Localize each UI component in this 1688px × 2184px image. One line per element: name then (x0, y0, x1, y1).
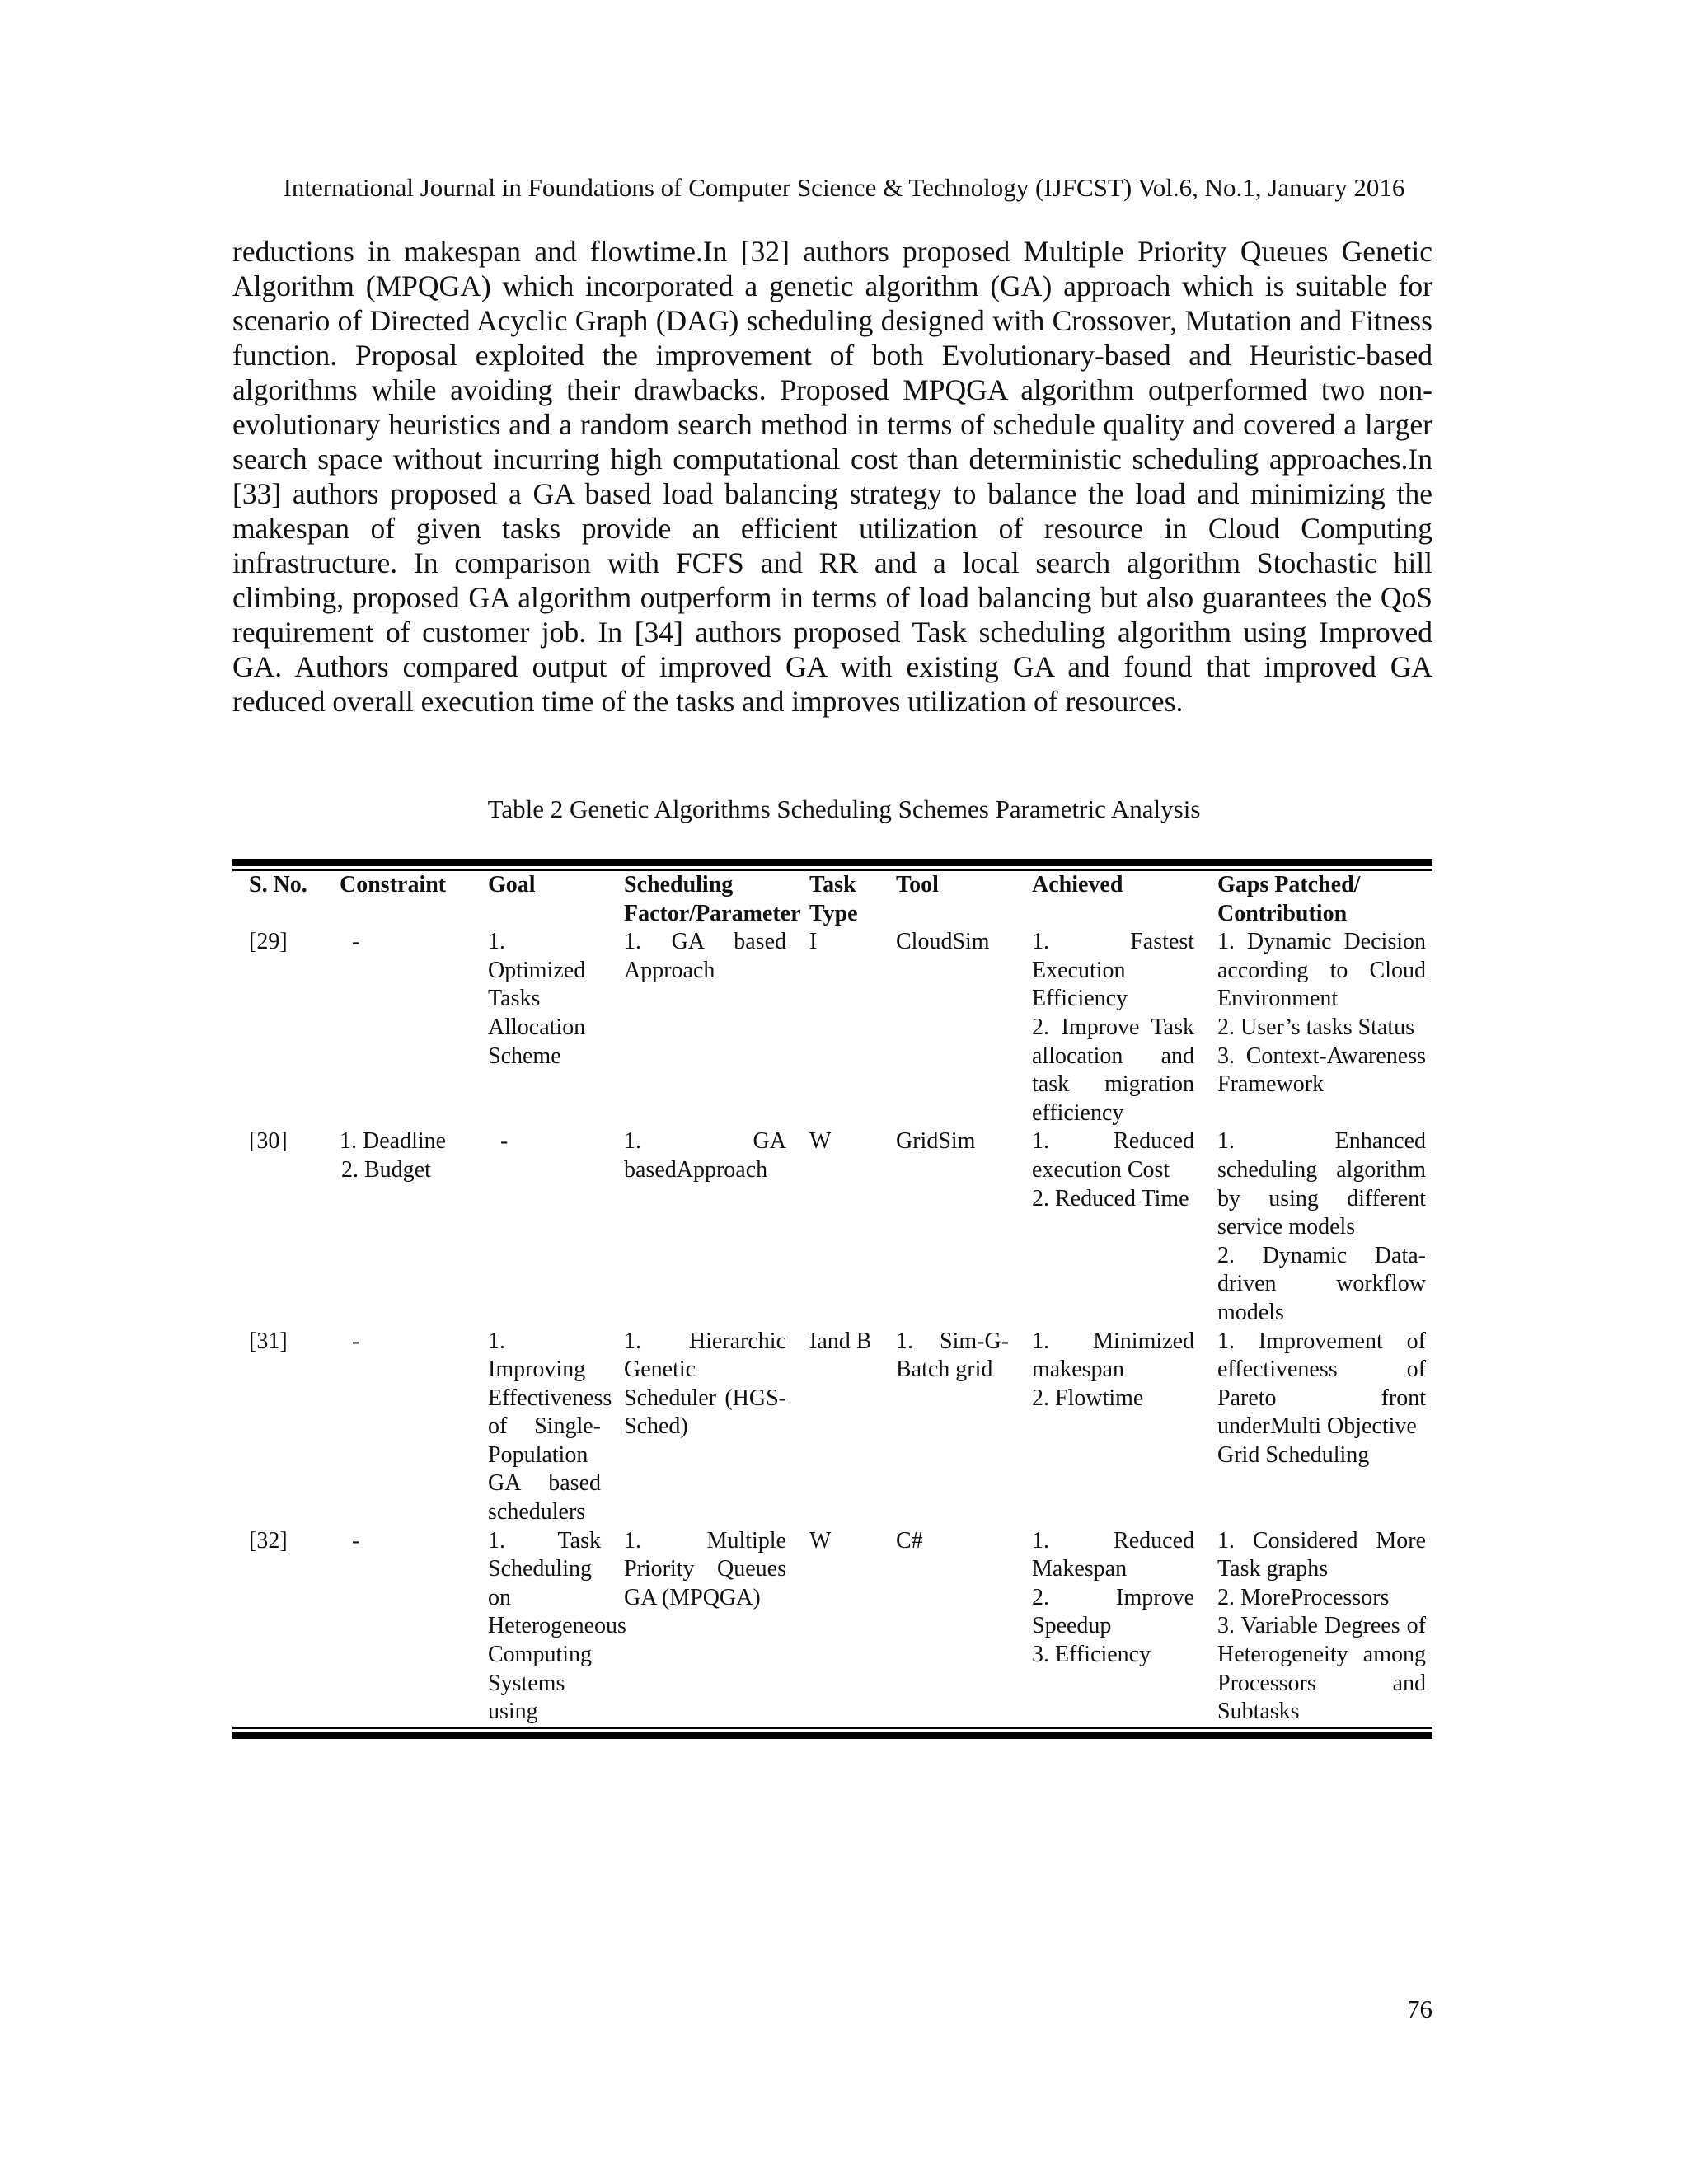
cell-task-type: W (809, 1527, 832, 1554)
table-row (232, 1127, 1432, 1327)
body-paragraph-container (232, 234, 1432, 719)
cell-sno: [31] (249, 1328, 288, 1354)
cell-constraint (323, 1328, 471, 1527)
cell-factor (607, 1127, 793, 1327)
col-header-gaps: Gaps Patched/ Contribution (1217, 872, 1361, 926)
cell-gaps (1201, 1328, 1432, 1527)
cell-sno: [30] (249, 1128, 288, 1155)
cell-line: 2. Improve Speedup (1032, 1584, 1194, 1639)
cell-gaps (1201, 1127, 1432, 1327)
cell-line: 1. Optimized Tasks Allocation Scheme (488, 929, 586, 1069)
cell-goal (471, 1127, 607, 1327)
cell-line: C# (896, 1527, 923, 1554)
cell-line: 2. Improve Task allocation and task migration efficiency (1032, 1014, 1194, 1126)
cell-line: 1. Enhanced scheduling algorithm by using different service models (1217, 1128, 1426, 1240)
cell-goal (471, 1527, 626, 1727)
cell-line: 1. Reduced Makespan (1032, 1527, 1194, 1582)
col-header-task-type: Task Type (809, 872, 858, 926)
cell-sno: [32] (249, 1527, 288, 1554)
table-caption: Table 2 Genetic Algorithms Scheduling Schemes Parametric Analysis (487, 794, 1201, 823)
cell-tool (879, 1127, 1015, 1327)
cell-constraint (323, 928, 471, 1127)
cell-line: - (352, 929, 360, 955)
cell-tool (879, 1328, 1015, 1527)
cell-line: 1. Improving Effectiveness of Single-Population GA based schedulers (488, 1328, 612, 1526)
cell-achieved (1015, 1527, 1201, 1727)
cell-line: 1. Deadline (340, 1128, 447, 1155)
cell-line: 1. Dynamic Decision according to Cloud Environment (1217, 929, 1426, 1012)
cell-tool (879, 1527, 1015, 1727)
cell-line: 1. Fastest Execution Efficiency (1032, 929, 1194, 1012)
cell-gaps (1201, 1527, 1432, 1727)
cell-line: 1. Reduced execution Cost (1032, 1128, 1194, 1183)
cell-line: 2. User’s tasks Status (1217, 1014, 1415, 1040)
cell-gaps (1201, 928, 1432, 1127)
cell-line: 1. Improvement of effectiveness of Pareto front underMulti Objective (1217, 1328, 1426, 1440)
cell-line: - (352, 1328, 360, 1354)
cell-line: GridSim (896, 1128, 976, 1155)
cell-line: 1. Multiple Priority Queues GA (MPQGA) (624, 1527, 786, 1610)
cell-task-type: Iand B (809, 1328, 872, 1354)
cell-line: 2. MoreProcessors (1217, 1584, 1390, 1610)
cell-line: 1. Hierarchic Genetic Scheduler (HGS-Sched) (624, 1328, 786, 1440)
cell-line: 1. Considered More Task graphs (1217, 1527, 1426, 1582)
col-header-achieved: Achieved (1032, 872, 1123, 898)
cell-factor (607, 928, 793, 1127)
cell-sno: [29] (249, 929, 288, 955)
cell-line: 2. Budget (341, 1156, 431, 1183)
cell-line: 3. Efficiency (1032, 1642, 1151, 1668)
cell-line: - (352, 1527, 360, 1554)
cell-achieved (1015, 1328, 1201, 1527)
table-header-row (232, 871, 1432, 928)
col-header-goal: Goal (488, 872, 536, 898)
journal-header: International Journal in Foundations of Computer Science & Technology (IJFCST) Vol.6, No.1, January 2016 (283, 173, 1405, 202)
cell-line: 1. GA basedApproach (624, 1128, 786, 1183)
cell-achieved (1015, 928, 1201, 1127)
cell-line: 1. Sim-G-Batch grid (896, 1328, 1009, 1383)
cell-line: 3. Variable Degrees of Heterogeneity among Processors and Subtasks (1217, 1613, 1426, 1725)
cell-line: 3. Context-Awareness Framework (1217, 1043, 1426, 1098)
parametric-analysis-table-frame (232, 859, 1432, 1739)
cell-line: CloudSim (896, 929, 990, 955)
cell-constraint (323, 1527, 471, 1727)
col-header-constraint: Constraint (340, 872, 447, 898)
cell-line: 1. GA based Approach (624, 929, 786, 983)
body-paragraph: reductions in makespan and flowtime.In [32] authors proposed Multiple Priority Queues Genetic Algorithm (MPQGA) which incorporated a genetic algorithm (GA) approach which is suitable for scenario of Directed Acyclic Graph (DAG) scheduling designed with Crossover, Mutation and Fitness function. Proposal exploited the improvement of both Evolutionary-based and Heuristic-based algorithms while avoiding their drawbacks. Proposed MPQGA algorithm outperformed two non-evolutionary heuristics and a random search method in terms of schedule quality and covered a larger search space without incurring high computational cost than deterministic scheduling approaches.In [33] authors proposed a GA based load balancing strategy to balance the load and minimizing the makespan of given tasks provide an efficient utilization of resource in Cloud Computing infrastructure. In comparison with FCFS and RR and a local search algorithm Stochastic hill climbing, proposed GA algorithm outperform in terms of load balancing but also guarantees the QoS requirement of customer job. In [34] authors proposed Task scheduling algorithm using Improved GA. Authors compared output of improved GA with existing GA and found that improved GA reduced overall execution time of the tasks and improves utilization of resources. (232, 235, 1432, 718)
cell-line: 2. Dynamic Data-driven workflow models (1217, 1242, 1426, 1325)
table-row (232, 1527, 1432, 1727)
cell-line: Grid Scheduling (1217, 1441, 1370, 1468)
col-header-sno: S. No. (249, 872, 307, 898)
cell-line: 2. Reduced Time (1032, 1185, 1189, 1212)
cell-achieved (1015, 1127, 1201, 1327)
cell-task-type: I (809, 929, 818, 955)
cell-tool (879, 928, 1015, 1127)
cell-factor (607, 1527, 793, 1727)
cell-line: 1. Task Scheduling on Heterogeneous Computing Systems using (488, 1527, 626, 1725)
table-row (232, 1328, 1432, 1527)
cell-line: - (500, 1128, 509, 1155)
cell-factor (607, 1328, 793, 1527)
cell-line: 1. Minimized makespan (1032, 1328, 1194, 1383)
cell-task-type: W (809, 1128, 832, 1155)
cell-constraint (323, 1127, 471, 1327)
cell-goal (471, 928, 607, 1127)
cell-line: 2. Flowtime (1032, 1385, 1144, 1411)
col-header-tool: Tool (896, 872, 939, 898)
table-row (232, 928, 1432, 1127)
col-header-factor: Scheduling Factor/Parameter (624, 872, 801, 926)
page-number: 76 (1407, 1994, 1432, 2023)
cell-goal (471, 1328, 612, 1527)
parametric-analysis-table (232, 871, 1432, 1727)
